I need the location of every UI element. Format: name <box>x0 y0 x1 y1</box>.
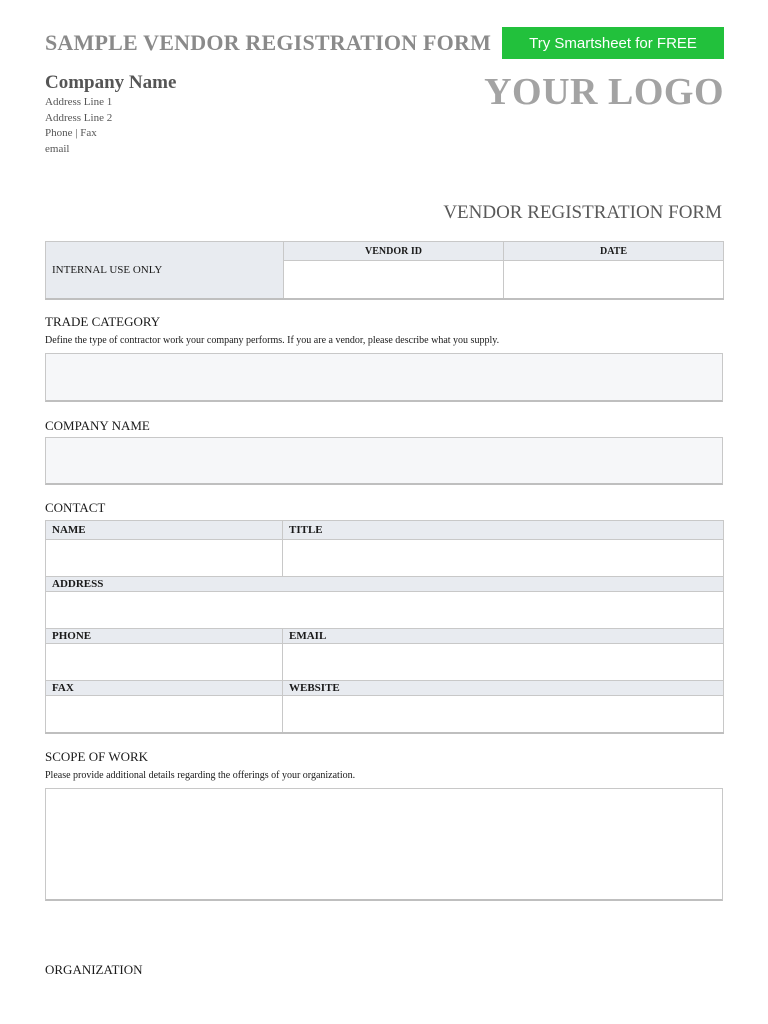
organization-label: ORGANIZATION <box>45 962 143 977</box>
date-header: DATE <box>504 242 724 261</box>
contact-email-header: EMAIL <box>283 629 724 644</box>
contact-email-field[interactable] <box>283 644 724 681</box>
contact-phone-header: PHONE <box>46 629 283 644</box>
contact-title-header: TITLE <box>283 521 724 540</box>
contact-address-field[interactable] <box>46 592 724 629</box>
form-heading: VENDOR REGISTRATION FORM <box>443 202 722 223</box>
company-email: email <box>45 142 70 155</box>
contact-address-header: ADDRESS <box>46 577 724 592</box>
contact-title-field[interactable] <box>283 540 724 577</box>
scope-of-work-label: SCOPE OF WORK <box>45 749 149 764</box>
company-name-field[interactable] <box>45 437 723 485</box>
company-name-label: COMPANY NAME <box>45 418 150 433</box>
company-info <box>45 71 176 157</box>
try-smartsheet-button[interactable]: Try Smartsheet for FREE <box>502 27 724 59</box>
company-address-line-2: Address Line 2 <box>45 111 113 124</box>
contact-fax-header: FAX <box>46 681 283 696</box>
company-phone-fax: Phone | Fax <box>45 127 97 139</box>
trade-category-description: Define the type of contractor work your company performs. If you are a vendor, please describe what you supply. <box>45 335 500 346</box>
scope-of-work-field[interactable] <box>45 788 723 901</box>
contact-fax-field[interactable] <box>46 696 283 733</box>
vendor-id-field[interactable] <box>284 261 504 299</box>
contact-name-header: NAME <box>46 521 283 540</box>
date-field[interactable] <box>504 261 724 299</box>
trade-category-label: TRADE CATEGORY <box>45 314 161 329</box>
contact-table <box>45 520 724 734</box>
vendor-id-header: VENDOR ID <box>284 242 504 261</box>
company-address-line-1: Address Line 1 <box>45 96 113 108</box>
contact-phone-field[interactable] <box>46 644 283 681</box>
contact-website-header: WEBSITE <box>283 681 724 696</box>
trade-category-field[interactable] <box>45 353 723 402</box>
internal-use-label: INTERNAL USE ONLY <box>46 242 284 299</box>
contact-label: CONTACT <box>45 500 106 515</box>
logo-placeholder: YOUR LOGO <box>484 71 724 113</box>
contact-name-field[interactable] <box>46 540 283 577</box>
document-title: SAMPLE VENDOR REGISTRATION FORM <box>45 30 492 55</box>
contact-website-field[interactable] <box>283 696 724 733</box>
company-name: Company Name <box>45 72 177 93</box>
scope-of-work-description: Please provide additional details regarding the offerings of your organization. <box>45 770 356 781</box>
internal-use-table <box>45 241 724 300</box>
